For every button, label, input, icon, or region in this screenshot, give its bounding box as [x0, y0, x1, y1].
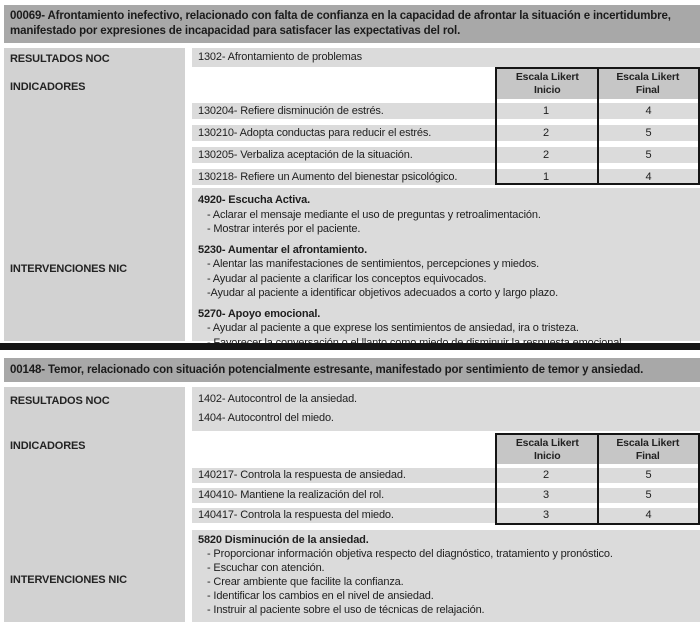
indicadores-label: INDICADORES	[10, 81, 86, 93]
indicators-table-section2	[192, 433, 700, 525]
likert-scale-box	[495, 433, 700, 525]
noc-result-item: 1402- Autocontrol de la ansiedad.	[198, 393, 357, 405]
likert-scale-box	[495, 67, 700, 185]
likert-final-header	[598, 69, 699, 99]
likert-inicio-value: 2	[495, 125, 597, 141]
likert-final-value: 4	[597, 508, 700, 523]
likert-final-value: 4	[597, 103, 700, 119]
indicator-label: 140417- Controla la respuesta del miedo.	[192, 508, 495, 523]
noc-result-row	[192, 387, 700, 431]
nic-activity: - Proporcionar información objetiva respecto del diagnóstico, tratamiento y pronóstico.	[207, 548, 613, 560]
indicator-label: 130210- Adopta conductas para reducir el estrés.	[192, 125, 495, 141]
likert-final-value: 5	[597, 125, 700, 141]
likert-inicio-value: 1	[495, 103, 597, 119]
likert-col-inicio: Inicio	[533, 450, 561, 462]
likert-title: Escala Likert	[616, 437, 680, 449]
likert-final-header	[598, 435, 699, 464]
diagnosis-header-00069: 00069- Afrontamiento inefectivo, relacionado con falta de confianza en la capacidad de afrontar la situación e incertidumbre, manifestado por expresiones de incapacidad para satisfacer las expectativas del rol.	[4, 5, 700, 43]
nic-code-title: 5270- Apoyo emocional.	[198, 307, 321, 320]
likert-inicio-value: 3	[495, 488, 597, 503]
likert-inicio-header	[497, 69, 598, 99]
nic-code-title: 5820 Disminución de la ansiedad.	[198, 534, 369, 546]
likert-title: Escala Likert	[616, 71, 680, 83]
nic-activity: - Escuchar con atención.	[207, 562, 325, 574]
likert-title: Escala Likert	[515, 71, 579, 83]
indicators-table-section1	[192, 67, 700, 185]
likert-final-value: 5	[597, 147, 700, 163]
likert-title: Escala Likert	[515, 437, 579, 449]
nic-interventions-section1	[192, 188, 700, 341]
intervenciones-nic-label: INTERVENCIONES NIC	[10, 263, 127, 275]
nic-activity: -Ayudar al paciente a identificar objetivos adecuados a corto y largo plazo.	[207, 287, 559, 299]
nic-activity: - Crear ambiente que facilite la confianza.	[207, 576, 404, 588]
label-column-section2	[4, 387, 185, 622]
nic-group	[198, 533, 692, 617]
indicator-label: 140410- Mantiene la realización del rol.	[192, 488, 495, 503]
likert-inicio-value: 1	[495, 169, 597, 185]
nic-group	[198, 243, 692, 301]
intervenciones-nic-label: INTERVENCIONES NIC	[10, 574, 127, 586]
indicator-label: 130218- Refiere un Aumento del bienestar psicológico.	[192, 169, 495, 185]
nic-activity: - Ayudar al paciente a que exprese los sentimientos de ansiedad, ira o tristeza.	[207, 322, 579, 334]
likert-inicio-header	[497, 435, 598, 464]
nic-interventions-section2	[192, 530, 700, 622]
nic-code-title: 5230- Aumentar el afrontamiento.	[198, 243, 368, 256]
likert-header-row	[497, 435, 698, 464]
indicator-label: 140217- Controla la respuesta de ansiedad.	[192, 468, 495, 483]
nic-activity: - Identificar los cambios en el nivel de ansiedad.	[207, 590, 434, 602]
likert-inicio-value: 3	[495, 508, 597, 523]
resultados-noc-label: RESULTADOS NOC	[10, 395, 110, 407]
likert-final-value: 5	[597, 468, 700, 483]
likert-final-value: 4	[597, 169, 700, 185]
likert-col-final: Final	[635, 84, 660, 96]
likert-final-value: 5	[597, 488, 700, 503]
resultados-noc-label: RESULTADOS NOC	[10, 53, 110, 65]
nic-activity: - Aclarar el mensaje mediante el uso de preguntas y retroalimentación.	[207, 208, 541, 221]
indicator-label: 130204- Refiere disminución de estrés.	[192, 103, 495, 119]
nic-code-title: 4920- Escucha Activa.	[198, 194, 311, 206]
indicadores-label: INDICADORES	[10, 440, 86, 452]
likert-inicio-value: 2	[495, 147, 597, 163]
likert-inicio-value: 2	[495, 468, 597, 483]
noc-result-item: 1302- Afrontamiento de problemas	[198, 51, 362, 63]
diagnosis-header-00148: 00148- Temor, relacionado con situación potencialmente estresante, manifestado por sentimiento de temor y ansiedad.	[4, 358, 700, 382]
nic-activity: - Alentar las manifestaciones de sentimientos, percepciones y miedos.	[207, 258, 540, 270]
likert-header-row	[497, 69, 698, 99]
likert-col-final: Final	[635, 450, 660, 462]
nic-activity: - Instruir al paciente sobre el uso de técnicas de relajación.	[207, 604, 485, 616]
nic-activity: - Ayudar al paciente a clarificar los conceptos equivocados.	[207, 272, 487, 285]
noc-result-row	[192, 48, 700, 67]
label-column-section1	[4, 48, 185, 341]
nic-activity: - Mostrar interés por el paciente.	[207, 223, 361, 235]
noc-result-item: 1404- Autocontrol del miedo.	[198, 412, 334, 424]
likert-col-inicio: Inicio	[533, 84, 561, 96]
nic-group	[198, 193, 692, 237]
indicator-label: 130205- Verbaliza aceptación de la situación.	[192, 147, 495, 163]
section-divider-bar	[0, 343, 700, 350]
